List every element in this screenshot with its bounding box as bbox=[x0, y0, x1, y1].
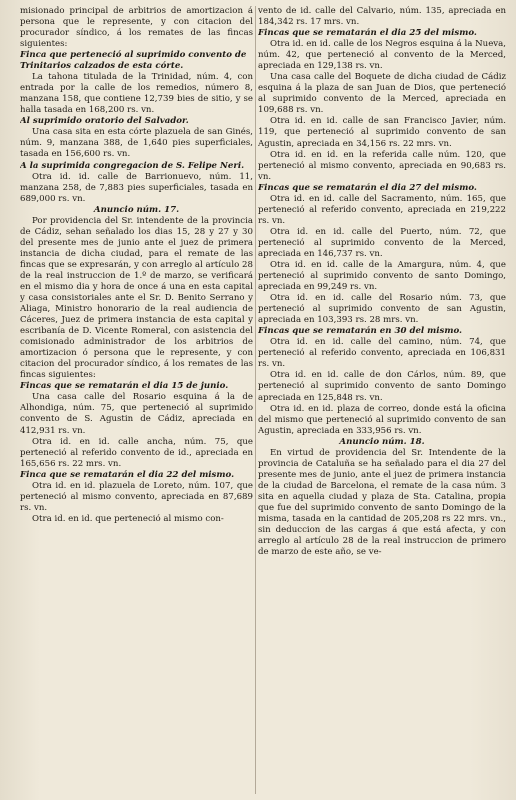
paragraph: Una casa calle del Boquete de dicha ciudad de Cádiz esquina á la plaza de san Juan de Dios, que perteneció al suprimido convento de la Merced, apreciada en 109,688 rs. vn. bbox=[258, 72, 506, 116]
section-heading: Finca que perteneció al suprimido convento de Trinitarios calzados de esta córte. bbox=[20, 50, 247, 72]
section-heading: Finca que se rematarán el dia 22 del mismo. bbox=[20, 469, 235, 480]
paragraph: Otra id. id. calle de Barrionuevo, núm. 11, manzana 258, de 7,883 pies superficiales, tasada en 689,000 rs. vn. bbox=[20, 171, 253, 204]
paragraph: La tahona titulada de la Trinidad, núm. 4, con entrada por la calle de los remedios, número 8, manzana 158, que contiene 12,739 bies de sitio, y se halla tasada en 168,200 rs. vn. bbox=[20, 72, 253, 116]
section-heading: Anuncio núm. 18. bbox=[339, 436, 425, 447]
right-column bbox=[258, 6, 506, 796]
paragraph: Otra id. en id. plazuela de Loreto, núm. 107, que perteneció al mismo convento, apreciada en 87,689 rs. vn. bbox=[20, 480, 253, 513]
section-heading: Fincas que se rematarán el dia 27 del mismo. bbox=[258, 182, 477, 193]
paragraph: Una casa sita en esta córte plazuela de san Ginés, núm. 9, manzana 388, de 1,640 pies superficiales, tasada en 156,600 rs. vn. bbox=[20, 127, 253, 160]
paragraph: Otra id. en id. calle de los Negros esquina á la Nueva, núm. 42, que perteneció al convento de la Merced, apreciada en 129,138 rs. vn. bbox=[258, 39, 506, 72]
paragraph: misionado principal de arbitrios de amortizacion á persona que le represente, y con citacion del procurador síndico, á los remates de las fincas siguientes: bbox=[20, 6, 253, 50]
paragraph: Otra id. en id. calle del camino, núm. 74, que perteneció al referido convento, apreciada en 106,831 rs. vn. bbox=[258, 337, 506, 370]
section-heading: Anuncio núm. 17. bbox=[93, 204, 180, 215]
section-heading: Al suprimido oratorio del Salvador. bbox=[20, 116, 189, 127]
paragraph: Otra id. en id. en la referida calle núm. 120, que perteneció al mismo convento, apreciada en 90,683 rs. vn. bbox=[258, 149, 506, 182]
paragraph: Otra id. en id. calle de la Amargura, núm. 4, que perteneció al suprimido convento de santo Domingo, apreciada en 99,249 rs. vn. bbox=[258, 259, 506, 293]
paragraph: Otra id. en id. calle de san Francisco Javier, núm. 119, que perteneció al suprimido convento de san Agustin, apreciada en 34,156 rs. 22 mrs. vn. bbox=[258, 116, 506, 149]
paragraph: Otra id. en id. que perteneció al mismo con- bbox=[32, 513, 224, 524]
paragraph: Otra id. en id. calle del Puerto, núm. 72, que perteneció al suprimido convento de la Merced, apreciada en 146,737 rs. vn. bbox=[258, 226, 506, 259]
paragraph: Una casa calle del Rosario esquina á la de Alhondiga, núm. 75, que perteneció al suprimido convento de S. Agustin de Cádiz, apreciada en 412,931 rs. vn. bbox=[20, 392, 253, 436]
paragraph: Otra id. en id. plaza de correo, donde está la oficina del mismo que perteneció al suprimido convento de san Agustin, apreciada en 333,956 rs. vn. bbox=[258, 403, 506, 436]
paragraph: Otra id. en id. calle de don Cárlos, núm. 89, que perteneció al suprimido convento de santo Domingo apreciada en 125,848 rs. vn. bbox=[258, 370, 506, 403]
section-heading: A la suprimida congregacion de S. Felipe Neri. bbox=[20, 160, 245, 171]
paragraph: Otra id. en id. calle del Sacramento, núm. 165, que perteneció al referido convento, apreciada en 219,222 rs. vn. bbox=[258, 193, 506, 226]
paragraph: vento de id. calle del Calvario, núm. 135, apreciada en 184,342 rs. 17 mrs. vn. bbox=[258, 6, 506, 28]
paragraph: Otra id. en id. calle ancha, núm. 75, que perteneció al referido convento de id., apreciada en 165,656 rs. 22 mrs. vn. bbox=[20, 436, 253, 469]
section-heading: Fincas que se rematarán el dia 25 del mismo. bbox=[258, 28, 477, 39]
section-heading: Fincas que se rematarán el dia 15 de junio. bbox=[20, 381, 229, 392]
paragraph: Otra id. en id. calle del Rosario núm. 73, que perteneció al suprimido convento de san Agustin, apreciada en 103,393 rs. 28 mrs. vn. bbox=[258, 293, 506, 326]
column-divider bbox=[255, 6, 256, 794]
section-heading: Fincas que se rematarán en 30 del mismo. bbox=[258, 326, 463, 337]
paragraph: En virtud de providencia del Sr. Intendente de la provincia de Cataluña se ha señalado para el dia 27 del presente mes de junio, ante el juez de primera instancia de la ciudad de Barcelona, el remate de la casa núm. 3 sita en aquella ciudad y plaza de Sta. Catalina, propia que fue del suprimido convento de santo Domingo de la misma, tasada en la cantidad de 205,208 rs 22 mrs. vn., sin deduccion de las cargas á que está afecta, y con arreglo al artículo 28 de la real instruccion de primero de marzo de este año, se ve- bbox=[258, 447, 506, 558]
paragraph: Por providencia del Sr. intendente de la provincia de Cádiz, sehan señalado los dias 15, 28 y 27 y 30 del presente mes de junio ante el juez de primera instancia de dicha ciudad, para el remate de las fincas que se expresarán, y con arreglo al artículo 28 de la real instruccion de 1.º de marzo, se verificará en el mismo dia y hora de once á una en esta capital y casa consistoriales ante el Sr. D. Benito Serrano y Aliaga, Ministro honorario de la real audiencia de Cáceres, Juez de primera instancia de esta capital y escribanía de D. Vicente Romeral, con asistencia del comisionado administrador de los arbitrios de amortizacion ó persona que le represente, y con citacion del procurador síndico, á los remates de las fincas siguientes: bbox=[20, 215, 253, 381]
left-column bbox=[20, 6, 253, 796]
